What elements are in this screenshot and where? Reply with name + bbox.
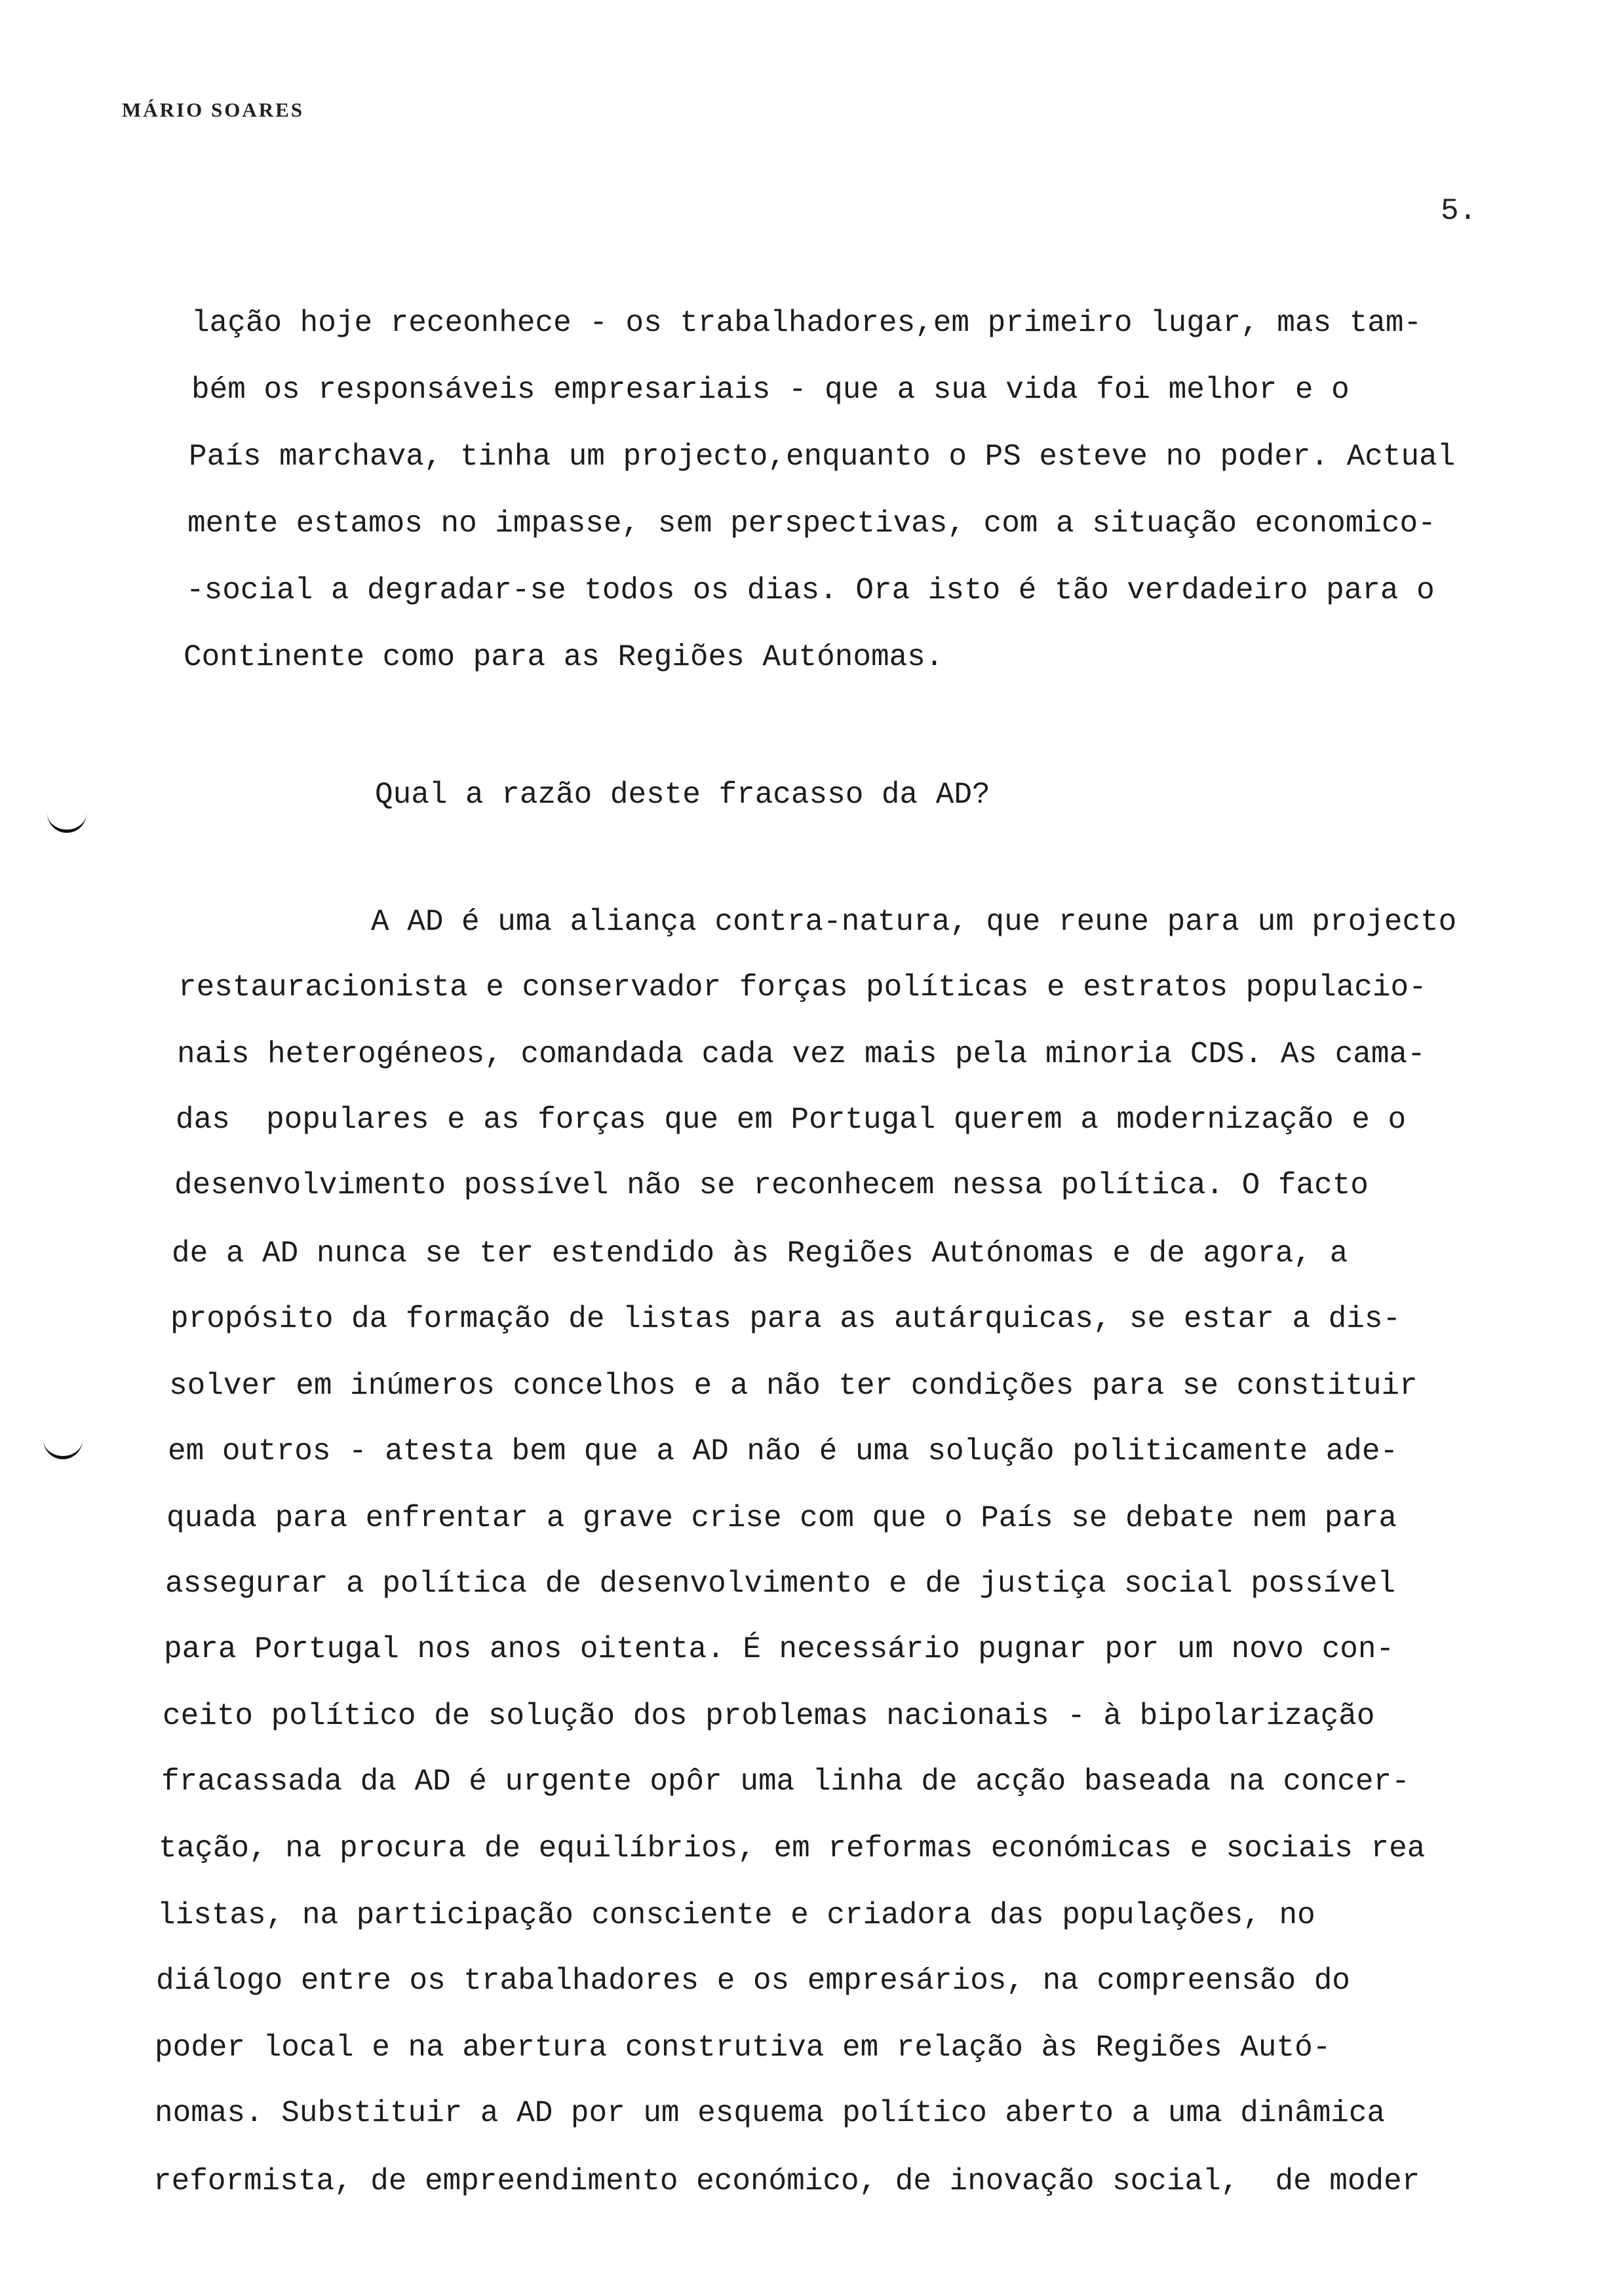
text-line: fracassada da AD é urgente opôr uma linha de acção baseada na concer- bbox=[161, 1765, 1410, 1799]
page-number: 5. bbox=[1441, 194, 1477, 228]
text-line: quada para enfrentar a grave crise com que o País se debate nem para bbox=[166, 1501, 1397, 1535]
text-line: poder local e na abertura construtiva em relação às Regiões Autó- bbox=[155, 2031, 1331, 2065]
text-line: País marchava, tinha um projecto,enquanto o PS esteve no poder. Actual bbox=[189, 440, 1456, 474]
text-line: desenvolvimento possível não se reconhecem nessa política. O facto bbox=[174, 1168, 1369, 1202]
text-line: assegurar a política de desenvolvimento e de justiça social possível bbox=[165, 1567, 1396, 1601]
text-line: bém os responsáveis empresariais - que a sua vida foi melhor e o bbox=[191, 373, 1350, 407]
text-line: listas, na participação consciente e criadora das populações, no bbox=[157, 1898, 1315, 1932]
text-line: lação hoje receonhece - os trabalhadores,em primeiro lugar, mas tam- bbox=[191, 306, 1422, 340]
text-line: de a AD nunca se ter estendido às Regiões Autónomas e de agora, a bbox=[172, 1236, 1348, 1271]
text-line: nais heterogéneos, comandada cada vez mais pela minoria CDS. As cama- bbox=[177, 1037, 1426, 1071]
text-line: diálogo entre os trabalhadores e os empresários, na compreensão do bbox=[156, 1964, 1350, 1998]
text-line: A AD é uma aliança contra-natura, que reune para um projecto bbox=[371, 905, 1457, 939]
section-question: Qual a razão deste fracasso da AD? bbox=[375, 778, 990, 812]
text-line: para Portugal nos anos oitenta. É necessário pugnar por um novo con- bbox=[164, 1632, 1395, 1666]
margin-mark bbox=[47, 813, 87, 833]
text-line: ceito político de solução dos problemas nacionais - à bipolarização bbox=[163, 1699, 1375, 1733]
text-line: das populares e as forças que em Portugal querem a modernização e o bbox=[176, 1103, 1407, 1137]
text-line: -social a degradar-se todos os dias. Ora isto é tão verdadeiro para o bbox=[186, 573, 1435, 607]
text-line: em outros - atesta bem que a AD não é uma solução politicamente ade- bbox=[168, 1434, 1399, 1468]
author-header: MÁRIO SOARES bbox=[122, 98, 305, 121]
text-line: propósito da formação de listas para as autárquicas, se estar a dis- bbox=[170, 1302, 1401, 1336]
margin-mark bbox=[43, 1439, 83, 1459]
text-line: tação, na procura de equilíbrios, em reformas económicas e sociais rea bbox=[159, 1831, 1426, 1866]
text-line: nomas. Substituir a AD por um esquema político aberto a uma dinâmica bbox=[155, 2096, 1386, 2130]
text-line: Continente como para as Regiões Autónomas. bbox=[184, 640, 944, 674]
text-line: solver em inúmeros concelhos e a não ter condições para se constituir bbox=[169, 1369, 1418, 1403]
text-line: restauracionista e conservador forças políticas e estratos populacio- bbox=[178, 970, 1427, 1004]
text-line: reformista, de empreendimento económico, de inovação social, de moder bbox=[153, 2164, 1420, 2198]
text-line: mente estamos no impasse, sem perspectivas, com a situação economico- bbox=[187, 507, 1436, 541]
